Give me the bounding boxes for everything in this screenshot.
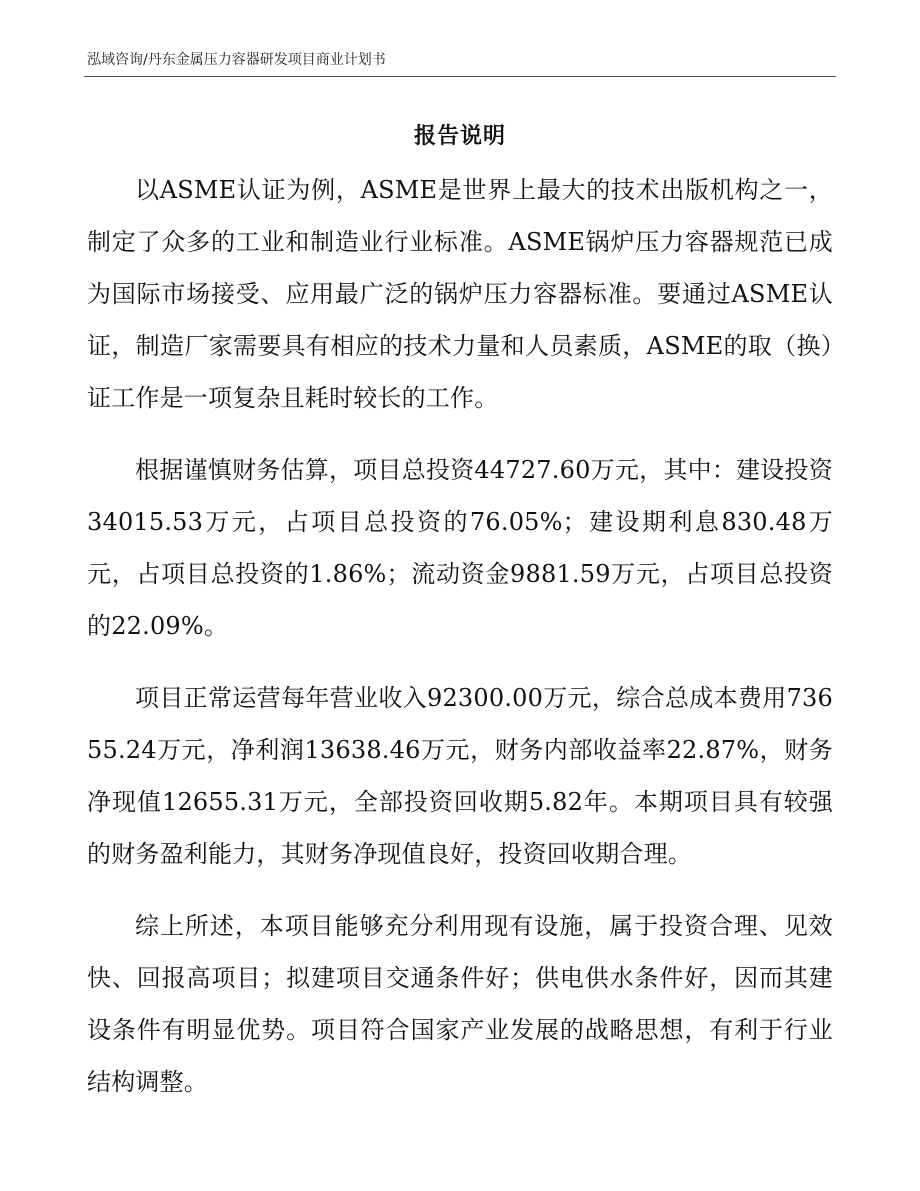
paragraph-asme: 以ASME认证为例，ASME是世界上最大的技术出版机构之一，制定了众多的工业和制造业行业标准。ASME锅炉压力容器规范已成为国际市场接受、应用最广泛的锅炉压力容器标准。要通过ASME认证，制造厂家需要具有相应的技术力量和人员素质，ASME的取（换）证工作是一项复杂且耗时较长的工作。 bbox=[87, 176, 833, 412]
page-title: 报告说明 bbox=[413, 124, 506, 149]
paragraph-revenue: 项目正常运营每年营业收入92300.00万元，综合总成本费用73655.24万元，净利润13638.46万元，财务内部收益率22.87%，财务净现值12655.31万元，全部投资回收期5.82年。本期项目具有较强的财务盈利能力，其财务净现值良好，投资回收期合理。 bbox=[87, 684, 833, 868]
paragraph-summary: 综上所述，本项目能够充分利用现有设施，属于投资合理、见效快、回报高项目；拟建项目交通条件好；供电供水条件好，因而其建设条件有明显优势。项目符合国家产业发展的战略思想，有利于行业结构调整。 bbox=[87, 912, 833, 1096]
header-divider bbox=[84, 76, 836, 77]
document-body bbox=[87, 164, 833, 1128]
running-header: 泓域咨询/丹东金属压力容器研发项目商业计划书 bbox=[87, 52, 386, 68]
paragraph-investment: 根据谨慎财务估算，项目总投资44727.60万元，其中：建设投资34015.53万元，占项目总投资的76.05%；建设期利息830.48万元，占项目总投资的1.86%；流动资金9881.59万元，占项目总投资的22.09%。 bbox=[87, 456, 833, 640]
